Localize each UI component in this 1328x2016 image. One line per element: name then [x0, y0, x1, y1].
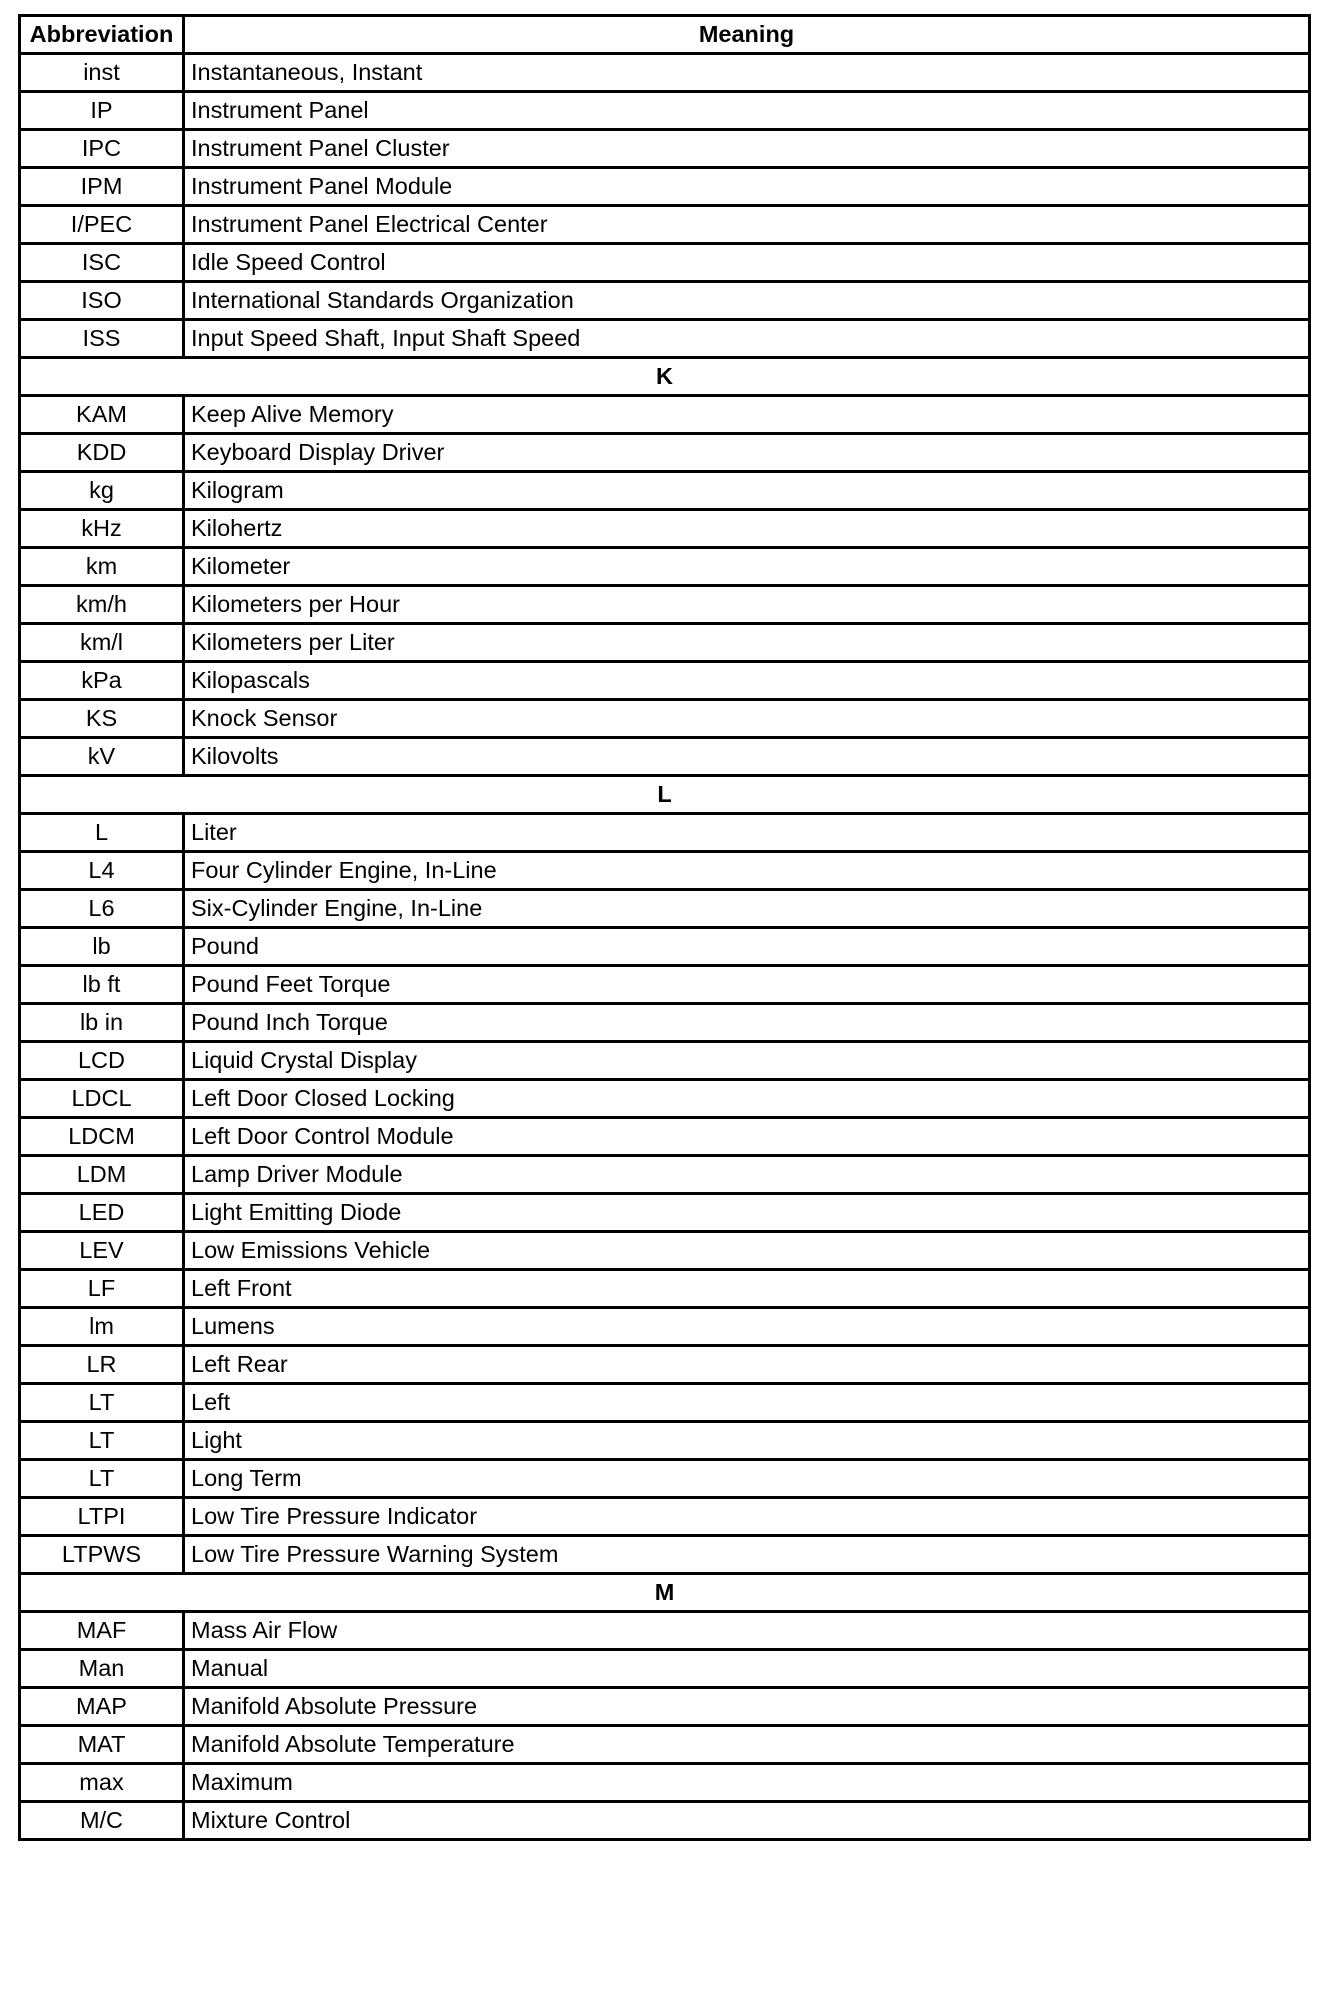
meaning-cell: Kilogram — [184, 472, 1310, 510]
table-row — [20, 1650, 1310, 1688]
meaning-cell: Kilometer — [184, 548, 1310, 586]
abbreviation-cell: LF — [20, 1270, 184, 1308]
abbreviation-cell: LEV — [20, 1232, 184, 1270]
meaning-cell: Idle Speed Control — [184, 244, 1310, 282]
table-row — [20, 1422, 1310, 1460]
meaning-cell: Low Tire Pressure Warning System — [184, 1536, 1310, 1574]
abbreviation-cell: MAF — [20, 1612, 184, 1650]
abbreviation-cell: LT — [20, 1384, 184, 1422]
abbreviation-cell: LT — [20, 1460, 184, 1498]
meaning-cell: Kilopascals — [184, 662, 1310, 700]
abbreviation-cell: KS — [20, 700, 184, 738]
table-row — [20, 1688, 1310, 1726]
header-meaning: Meaning — [184, 16, 1310, 54]
meaning-cell: Pound — [184, 928, 1310, 966]
table-row — [20, 1118, 1310, 1156]
abbreviation-cell: IP — [20, 92, 184, 130]
table-row — [20, 738, 1310, 776]
meaning-cell: Six-Cylinder Engine, In-Line — [184, 890, 1310, 928]
meaning-cell: Manual — [184, 1650, 1310, 1688]
meaning-cell: Light Emitting Diode — [184, 1194, 1310, 1232]
meaning-cell: Kilohertz — [184, 510, 1310, 548]
abbreviation-cell: lb — [20, 928, 184, 966]
meaning-cell: Lamp Driver Module — [184, 1156, 1310, 1194]
abbreviation-cell: LDCL — [20, 1080, 184, 1118]
abbreviation-cell: LR — [20, 1346, 184, 1384]
table-row — [20, 966, 1310, 1004]
meaning-cell: Liter — [184, 814, 1310, 852]
section-header-row — [20, 1574, 1310, 1612]
meaning-cell: Pound Feet Torque — [184, 966, 1310, 1004]
table-row — [20, 586, 1310, 624]
abbreviation-cell: KDD — [20, 434, 184, 472]
abbreviation-cell: Man — [20, 1650, 184, 1688]
meaning-cell: Kilometers per Liter — [184, 624, 1310, 662]
abbreviation-cell: LDM — [20, 1156, 184, 1194]
meaning-cell: Left Door Closed Locking — [184, 1080, 1310, 1118]
abbreviation-cell: ISC — [20, 244, 184, 282]
meaning-cell: Mass Air Flow — [184, 1612, 1310, 1650]
abbreviation-cell: inst — [20, 54, 184, 92]
abbreviation-cell: MAP — [20, 1688, 184, 1726]
meaning-cell: Lumens — [184, 1308, 1310, 1346]
abbreviation-cell: LDCM — [20, 1118, 184, 1156]
abbreviation-cell: IPC — [20, 130, 184, 168]
table-row — [20, 1726, 1310, 1764]
abbreviation-cell: LTPI — [20, 1498, 184, 1536]
table-row — [20, 928, 1310, 966]
table-row — [20, 1536, 1310, 1574]
meaning-cell: Keyboard Display Driver — [184, 434, 1310, 472]
meaning-cell: Long Term — [184, 1460, 1310, 1498]
meaning-cell: Input Speed Shaft, Input Shaft Speed — [184, 320, 1310, 358]
table-row — [20, 890, 1310, 928]
table-row — [20, 1270, 1310, 1308]
table-row — [20, 130, 1310, 168]
meaning-cell: Instantaneous, Instant — [184, 54, 1310, 92]
abbreviation-table — [18, 14, 1311, 1841]
section-header-row — [20, 358, 1310, 396]
meaning-cell: Instrument Panel Electrical Center — [184, 206, 1310, 244]
meaning-cell: Instrument Panel Module — [184, 168, 1310, 206]
abbreviation-cell: kV — [20, 738, 184, 776]
abbreviation-cell: km/h — [20, 586, 184, 624]
table-row — [20, 1346, 1310, 1384]
abbreviation-cell: kPa — [20, 662, 184, 700]
section-letter: K — [20, 358, 1310, 396]
table-row — [20, 1232, 1310, 1270]
abbreviation-cell: I/PEC — [20, 206, 184, 244]
meaning-cell: Keep Alive Memory — [184, 396, 1310, 434]
table-row — [20, 434, 1310, 472]
abbreviation-cell: lm — [20, 1308, 184, 1346]
abbreviation-cell: km — [20, 548, 184, 586]
abbreviation-cell: kg — [20, 472, 184, 510]
table-body — [20, 54, 1310, 1840]
meaning-cell: Four Cylinder Engine, In-Line — [184, 852, 1310, 890]
meaning-cell: Light — [184, 1422, 1310, 1460]
table-row — [20, 1498, 1310, 1536]
table-row — [20, 1004, 1310, 1042]
meaning-cell: Mixture Control — [184, 1802, 1310, 1840]
section-letter: M — [20, 1574, 1310, 1612]
table-row — [20, 1156, 1310, 1194]
table-row — [20, 1802, 1310, 1840]
table-row — [20, 472, 1310, 510]
table-row — [20, 510, 1310, 548]
meaning-cell: Low Emissions Vehicle — [184, 1232, 1310, 1270]
meaning-cell: Kilovolts — [184, 738, 1310, 776]
abbreviation-cell: LTPWS — [20, 1536, 184, 1574]
meaning-cell: Manifold Absolute Temperature — [184, 1726, 1310, 1764]
abbreviation-cell: L4 — [20, 852, 184, 890]
table-row — [20, 92, 1310, 130]
abbreviation-cell: L — [20, 814, 184, 852]
table-row — [20, 852, 1310, 890]
meaning-cell: Left Door Control Module — [184, 1118, 1310, 1156]
meaning-cell: Pound Inch Torque — [184, 1004, 1310, 1042]
meaning-cell: Kilometers per Hour — [184, 586, 1310, 624]
abbreviation-cell: km/l — [20, 624, 184, 662]
abbreviation-cell: kHz — [20, 510, 184, 548]
abbreviation-cell: M/C — [20, 1802, 184, 1840]
table-row — [20, 1080, 1310, 1118]
meaning-cell: Instrument Panel — [184, 92, 1310, 130]
table-row — [20, 396, 1310, 434]
table-row — [20, 206, 1310, 244]
table-row — [20, 1460, 1310, 1498]
table-row — [20, 662, 1310, 700]
table-row — [20, 1194, 1310, 1232]
abbreviation-cell: LED — [20, 1194, 184, 1232]
abbreviation-cell: IPM — [20, 168, 184, 206]
abbreviation-cell: KAM — [20, 396, 184, 434]
meaning-cell: Manifold Absolute Pressure — [184, 1688, 1310, 1726]
abbreviation-cell: ISS — [20, 320, 184, 358]
header-abbreviation: Abbreviation — [20, 16, 184, 54]
abbreviation-cell: MAT — [20, 1726, 184, 1764]
meaning-cell: Liquid Crystal Display — [184, 1042, 1310, 1080]
abbreviation-cell: lb ft — [20, 966, 184, 1004]
meaning-cell: International Standards Organization — [184, 282, 1310, 320]
abbreviation-cell: max — [20, 1764, 184, 1802]
table-row — [20, 700, 1310, 738]
meaning-cell: Left Rear — [184, 1346, 1310, 1384]
header-row — [20, 16, 1310, 54]
table-row — [20, 282, 1310, 320]
table-row — [20, 54, 1310, 92]
meaning-cell: Low Tire Pressure Indicator — [184, 1498, 1310, 1536]
table-row — [20, 548, 1310, 586]
table-row — [20, 814, 1310, 852]
meaning-cell: Instrument Panel Cluster — [184, 130, 1310, 168]
abbreviation-cell: ISO — [20, 282, 184, 320]
table-row — [20, 168, 1310, 206]
table-row — [20, 1308, 1310, 1346]
table-row — [20, 1764, 1310, 1802]
abbreviation-cell: LCD — [20, 1042, 184, 1080]
section-letter: L — [20, 776, 1310, 814]
table-row — [20, 624, 1310, 662]
abbreviation-cell: lb in — [20, 1004, 184, 1042]
table-row — [20, 1384, 1310, 1422]
table-row — [20, 244, 1310, 282]
meaning-cell: Knock Sensor — [184, 700, 1310, 738]
abbreviation-cell: L6 — [20, 890, 184, 928]
meaning-cell: Left — [184, 1384, 1310, 1422]
abbreviation-cell: LT — [20, 1422, 184, 1460]
table-row — [20, 1042, 1310, 1080]
table-row — [20, 1612, 1310, 1650]
section-header-row — [20, 776, 1310, 814]
meaning-cell: Maximum — [184, 1764, 1310, 1802]
meaning-cell: Left Front — [184, 1270, 1310, 1308]
table-row — [20, 320, 1310, 358]
